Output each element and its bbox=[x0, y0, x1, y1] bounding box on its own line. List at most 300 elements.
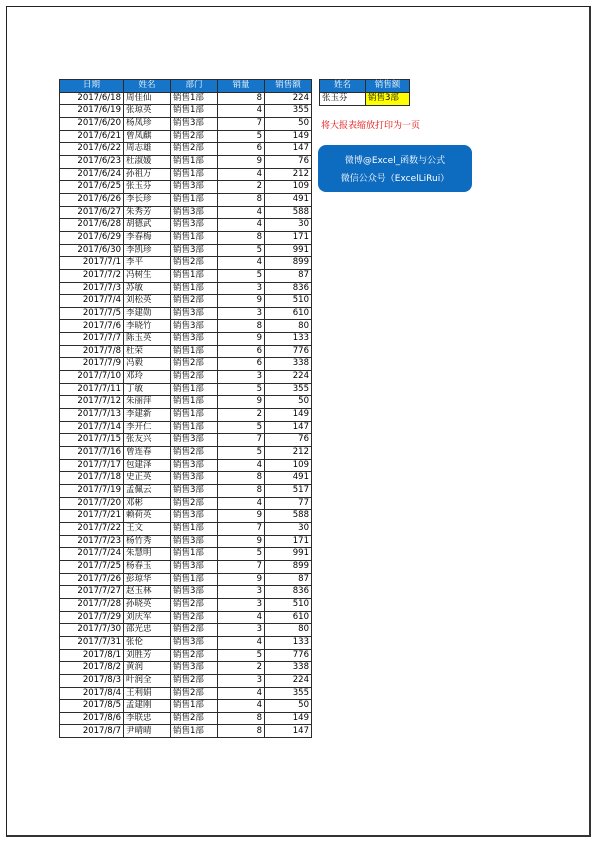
date-cell[interactable]: 2017/6/26 bbox=[60, 193, 124, 206]
dept-cell[interactable]: 销售1部 bbox=[171, 522, 218, 535]
amount-cell[interactable]: 510 bbox=[265, 598, 312, 611]
name-cell[interactable]: 李春梅 bbox=[124, 231, 171, 244]
qty-cell[interactable]: 6 bbox=[218, 345, 265, 358]
dept-cell[interactable]: 销售3部 bbox=[171, 117, 218, 130]
qty-cell[interactable]: 4 bbox=[218, 687, 265, 700]
name-cell[interactable]: 李晓竹 bbox=[124, 320, 171, 333]
qty-cell[interactable]: 9 bbox=[218, 573, 265, 586]
qty-cell[interactable]: 4 bbox=[218, 105, 265, 118]
dept-cell[interactable]: 销售3部 bbox=[171, 206, 218, 219]
qty-cell[interactable]: 8 bbox=[218, 712, 265, 725]
dept-cell[interactable]: 销售1部 bbox=[171, 92, 218, 105]
amount-cell[interactable]: 212 bbox=[265, 168, 312, 181]
date-cell[interactable]: 2017/7/16 bbox=[60, 447, 124, 460]
amount-cell[interactable]: 491 bbox=[265, 472, 312, 485]
qty-cell[interactable]: 8 bbox=[218, 231, 265, 244]
date-cell[interactable]: 2017/7/11 bbox=[60, 383, 124, 396]
dept-cell[interactable]: 销售1部 bbox=[171, 269, 218, 282]
name-cell[interactable]: 李建新 bbox=[124, 409, 171, 422]
dept-cell[interactable]: 销售3部 bbox=[171, 244, 218, 257]
name-cell[interactable]: 胡德武 bbox=[124, 219, 171, 232]
dept-cell[interactable]: 销售3部 bbox=[171, 333, 218, 346]
name-cell[interactable]: 王文 bbox=[124, 522, 171, 535]
table-row bbox=[60, 117, 312, 130]
dept-cell[interactable]: 销售3部 bbox=[171, 472, 218, 485]
date-cell[interactable]: 2017/7/20 bbox=[60, 497, 124, 510]
dept-cell[interactable]: 销售1部 bbox=[171, 168, 218, 181]
dept-cell[interactable]: 销售1部 bbox=[171, 383, 218, 396]
sales-table bbox=[59, 79, 312, 738]
amount-cell[interactable]: 355 bbox=[265, 383, 312, 396]
dept-cell[interactable]: 销售2部 bbox=[171, 674, 218, 687]
amount-cell[interactable]: 171 bbox=[265, 231, 312, 244]
date-cell[interactable]: 2017/8/7 bbox=[60, 725, 124, 738]
qty-cell[interactable]: 3 bbox=[218, 307, 265, 320]
date-cell[interactable]: 2017/6/28 bbox=[60, 219, 124, 232]
table-row bbox=[60, 231, 312, 244]
date-cell[interactable]: 2017/7/3 bbox=[60, 282, 124, 295]
name-cell[interactable]: 刘胜芳 bbox=[124, 649, 171, 662]
name-cell[interactable]: 杨竹秀 bbox=[124, 535, 171, 548]
dept-cell[interactable]: 销售3部 bbox=[171, 307, 218, 320]
name-cell[interactable]: 刘松英 bbox=[124, 295, 171, 308]
dept-cell[interactable]: 销售3部 bbox=[171, 560, 218, 573]
dept-cell[interactable]: 销售1部 bbox=[171, 700, 218, 713]
name-cell[interactable]: 邓玲 bbox=[124, 371, 171, 384]
name-cell[interactable]: 尹晴晴 bbox=[124, 725, 171, 738]
qty-cell[interactable]: 8 bbox=[218, 725, 265, 738]
table-row bbox=[60, 434, 312, 447]
date-cell[interactable]: 2017/7/8 bbox=[60, 345, 124, 358]
dept-cell[interactable]: 销售3部 bbox=[171, 219, 218, 232]
header-qty[interactable]: 销量 bbox=[218, 80, 265, 93]
dept-cell[interactable]: 销售1部 bbox=[171, 573, 218, 586]
amount-cell[interactable]: 510 bbox=[265, 295, 312, 308]
date-cell[interactable]: 2017/6/21 bbox=[60, 130, 124, 143]
name-cell[interactable]: 陈玉英 bbox=[124, 333, 171, 346]
qty-cell[interactable]: 8 bbox=[218, 485, 265, 498]
qty-cell[interactable]: 5 bbox=[218, 421, 265, 434]
name-cell[interactable]: 叶润全 bbox=[124, 674, 171, 687]
date-cell[interactable]: 2017/7/7 bbox=[60, 333, 124, 346]
header-date[interactable]: 日期 bbox=[60, 80, 124, 93]
qty-cell[interactable]: 4 bbox=[218, 497, 265, 510]
qty-cell[interactable]: 4 bbox=[218, 168, 265, 181]
dept-cell[interactable]: 销售3部 bbox=[171, 535, 218, 548]
qty-cell[interactable]: 5 bbox=[218, 649, 265, 662]
name-cell[interactable]: 赖荷英 bbox=[124, 510, 171, 523]
lookup-name-cell[interactable]: 张玉芬 bbox=[320, 93, 366, 106]
dept-cell[interactable]: 销售1部 bbox=[171, 409, 218, 422]
sales-table-body bbox=[60, 92, 312, 737]
name-cell[interactable]: 冯毅 bbox=[124, 358, 171, 371]
dept-cell[interactable]: 销售1部 bbox=[171, 155, 218, 168]
table-row bbox=[60, 383, 312, 396]
amount-cell[interactable]: 50 bbox=[265, 117, 312, 130]
date-cell[interactable]: 2017/7/23 bbox=[60, 535, 124, 548]
amount-cell[interactable]: 899 bbox=[265, 560, 312, 573]
name-cell[interactable]: 朱慧明 bbox=[124, 548, 171, 561]
lookup-header-amount[interactable]: 销售额 bbox=[366, 80, 410, 93]
header-dept[interactable]: 部门 bbox=[171, 80, 218, 93]
date-cell[interactable]: 2017/8/5 bbox=[60, 700, 124, 713]
name-cell[interactable]: 苏敏 bbox=[124, 282, 171, 295]
amount-cell[interactable]: 30 bbox=[265, 522, 312, 535]
amount-cell[interactable]: 355 bbox=[265, 105, 312, 118]
amount-cell[interactable]: 776 bbox=[265, 345, 312, 358]
amount-cell[interactable]: 899 bbox=[265, 257, 312, 270]
date-cell[interactable]: 2017/6/22 bbox=[60, 143, 124, 156]
amount-cell[interactable]: 610 bbox=[265, 611, 312, 624]
table-row bbox=[60, 535, 312, 548]
amount-cell[interactable]: 517 bbox=[265, 485, 312, 498]
dept-cell[interactable]: 销售2部 bbox=[171, 712, 218, 725]
table-row bbox=[60, 472, 312, 485]
name-cell[interactable]: 丁敏 bbox=[124, 383, 171, 396]
qty-cell[interactable]: 4 bbox=[218, 206, 265, 219]
qty-cell[interactable]: 5 bbox=[218, 244, 265, 257]
qty-cell[interactable]: 7 bbox=[218, 434, 265, 447]
qty-cell[interactable]: 9 bbox=[218, 155, 265, 168]
date-cell[interactable]: 2017/7/13 bbox=[60, 409, 124, 422]
date-cell[interactable]: 2017/7/9 bbox=[60, 358, 124, 371]
date-cell[interactable]: 2017/7/25 bbox=[60, 560, 124, 573]
amount-cell[interactable]: 87 bbox=[265, 269, 312, 282]
qty-cell[interactable]: 5 bbox=[218, 383, 265, 396]
amount-cell[interactable]: 149 bbox=[265, 130, 312, 143]
name-cell[interactable]: 邓彬 bbox=[124, 497, 171, 510]
amount-cell[interactable]: 171 bbox=[265, 535, 312, 548]
dept-cell[interactable]: 销售1部 bbox=[171, 193, 218, 206]
name-cell[interactable]: 李平 bbox=[124, 257, 171, 270]
date-cell[interactable]: 2017/7/26 bbox=[60, 573, 124, 586]
name-cell[interactable]: 赵玉林 bbox=[124, 586, 171, 599]
qty-cell[interactable]: 3 bbox=[218, 586, 265, 599]
table-row bbox=[60, 700, 312, 713]
amount-cell[interactable]: 50 bbox=[265, 700, 312, 713]
dept-cell[interactable]: 销售3部 bbox=[171, 662, 218, 675]
dept-cell[interactable]: 销售1部 bbox=[171, 725, 218, 738]
dept-cell[interactable]: 销售2部 bbox=[171, 687, 218, 700]
dept-cell[interactable]: 销售3部 bbox=[171, 434, 218, 447]
date-cell[interactable]: 2017/7/27 bbox=[60, 586, 124, 599]
table-row bbox=[60, 371, 312, 384]
table-row bbox=[60, 598, 312, 611]
qty-cell[interactable]: 8 bbox=[218, 92, 265, 105]
date-cell[interactable]: 2017/6/25 bbox=[60, 181, 124, 194]
name-cell[interactable]: 邵光忠 bbox=[124, 624, 171, 637]
date-cell[interactable]: 2017/7/12 bbox=[60, 396, 124, 409]
name-cell[interactable]: 刘庆军 bbox=[124, 611, 171, 624]
amount-cell[interactable]: 836 bbox=[265, 586, 312, 599]
dept-cell[interactable]: 销售2部 bbox=[171, 130, 218, 143]
table-row bbox=[60, 485, 312, 498]
qty-cell[interactable]: 9 bbox=[218, 510, 265, 523]
dept-cell[interactable]: 销售3部 bbox=[171, 320, 218, 333]
table-row bbox=[60, 206, 312, 219]
dept-cell[interactable]: 销售3部 bbox=[171, 181, 218, 194]
qty-cell[interactable]: 3 bbox=[218, 624, 265, 637]
name-cell[interactable]: 孟佩云 bbox=[124, 485, 171, 498]
date-cell[interactable]: 2017/7/10 bbox=[60, 371, 124, 384]
date-cell[interactable]: 2017/7/1 bbox=[60, 257, 124, 270]
dept-cell[interactable]: 销售3部 bbox=[171, 510, 218, 523]
name-cell[interactable]: 曾连春 bbox=[124, 447, 171, 460]
qty-cell[interactable]: 8 bbox=[218, 320, 265, 333]
amount-cell[interactable]: 776 bbox=[265, 649, 312, 662]
qty-cell[interactable]: 7 bbox=[218, 522, 265, 535]
dept-cell[interactable]: 销售1部 bbox=[171, 231, 218, 244]
dept-cell[interactable]: 销售1部 bbox=[171, 345, 218, 358]
qty-cell[interactable]: 5 bbox=[218, 447, 265, 460]
qty-cell[interactable]: 4 bbox=[218, 636, 265, 649]
amount-cell[interactable]: 338 bbox=[265, 662, 312, 675]
amount-cell[interactable]: 147 bbox=[265, 421, 312, 434]
table-row bbox=[60, 421, 312, 434]
amount-cell[interactable]: 224 bbox=[265, 674, 312, 687]
qty-cell[interactable]: 8 bbox=[218, 193, 265, 206]
date-cell[interactable]: 2017/7/5 bbox=[60, 307, 124, 320]
date-cell[interactable]: 2017/7/24 bbox=[60, 548, 124, 561]
qty-cell[interactable]: 3 bbox=[218, 674, 265, 687]
name-cell[interactable]: 史正英 bbox=[124, 472, 171, 485]
header-name[interactable]: 姓名 bbox=[124, 80, 171, 93]
date-cell[interactable]: 2017/7/21 bbox=[60, 510, 124, 523]
header-amount[interactable]: 销售额 bbox=[265, 80, 312, 93]
amount-cell[interactable]: 87 bbox=[265, 573, 312, 586]
qty-cell[interactable]: 4 bbox=[218, 611, 265, 624]
date-cell[interactable]: 2017/7/14 bbox=[60, 421, 124, 434]
amount-cell[interactable]: 224 bbox=[265, 92, 312, 105]
date-cell[interactable]: 2017/7/18 bbox=[60, 472, 124, 485]
name-cell[interactable]: 张琼英 bbox=[124, 105, 171, 118]
dept-cell[interactable]: 销售1部 bbox=[171, 282, 218, 295]
date-cell[interactable]: 2017/7/6 bbox=[60, 320, 124, 333]
name-cell[interactable]: 杜淑媛 bbox=[124, 155, 171, 168]
qty-cell[interactable]: 2 bbox=[218, 662, 265, 675]
qty-cell[interactable]: 9 bbox=[218, 333, 265, 346]
table-row bbox=[60, 92, 312, 105]
date-cell[interactable]: 2017/7/30 bbox=[60, 624, 124, 637]
date-cell[interactable]: 2017/6/30 bbox=[60, 244, 124, 257]
date-cell[interactable]: 2017/7/15 bbox=[60, 434, 124, 447]
name-cell[interactable]: 张玉芬 bbox=[124, 181, 171, 194]
table-row bbox=[60, 712, 312, 725]
date-cell[interactable]: 2017/7/29 bbox=[60, 611, 124, 624]
amount-cell[interactable]: 991 bbox=[265, 548, 312, 561]
table-row bbox=[60, 560, 312, 573]
name-cell[interactable]: 张伦 bbox=[124, 636, 171, 649]
amount-cell[interactable]: 491 bbox=[265, 193, 312, 206]
amount-cell[interactable]: 149 bbox=[265, 409, 312, 422]
name-cell[interactable]: 李建勋 bbox=[124, 307, 171, 320]
amount-cell[interactable]: 836 bbox=[265, 282, 312, 295]
table-row bbox=[60, 168, 312, 181]
qty-cell[interactable]: 8 bbox=[218, 472, 265, 485]
name-cell[interactable]: 李联忠 bbox=[124, 712, 171, 725]
dept-cell[interactable]: 销售2部 bbox=[171, 497, 218, 510]
qty-cell[interactable]: 5 bbox=[218, 130, 265, 143]
qty-cell[interactable]: 9 bbox=[218, 535, 265, 548]
dept-cell[interactable]: 销售2部 bbox=[171, 611, 218, 624]
name-cell[interactable]: 黄润 bbox=[124, 662, 171, 675]
qty-cell[interactable]: 6 bbox=[218, 358, 265, 371]
dept-cell[interactable]: 销售1部 bbox=[171, 548, 218, 561]
table-row bbox=[60, 611, 312, 624]
table-row bbox=[60, 282, 312, 295]
lookup-result-cell[interactable]: 销售3部 bbox=[366, 93, 410, 106]
amount-cell[interactable]: 109 bbox=[265, 181, 312, 194]
date-cell[interactable]: 2017/6/19 bbox=[60, 105, 124, 118]
name-cell[interactable]: 周佳仙 bbox=[124, 92, 171, 105]
date-cell[interactable]: 2017/7/19 bbox=[60, 485, 124, 498]
dept-cell[interactable]: 销售2部 bbox=[171, 371, 218, 384]
name-cell[interactable]: 彭琼华 bbox=[124, 573, 171, 586]
amount-cell[interactable]: 50 bbox=[265, 396, 312, 409]
date-cell[interactable]: 2017/6/23 bbox=[60, 155, 124, 168]
dept-cell[interactable]: 销售1部 bbox=[171, 105, 218, 118]
date-cell[interactable]: 2017/8/3 bbox=[60, 674, 124, 687]
amount-cell[interactable]: 588 bbox=[265, 206, 312, 219]
date-cell[interactable]: 2017/7/4 bbox=[60, 295, 124, 308]
amount-cell[interactable]: 80 bbox=[265, 624, 312, 637]
dept-cell[interactable]: 销售2部 bbox=[171, 143, 218, 156]
qty-cell[interactable]: 9 bbox=[218, 396, 265, 409]
date-cell[interactable]: 2017/7/2 bbox=[60, 269, 124, 282]
date-cell[interactable]: 2017/8/4 bbox=[60, 687, 124, 700]
qty-cell[interactable]: 7 bbox=[218, 117, 265, 130]
amount-cell[interactable]: 147 bbox=[265, 143, 312, 156]
date-cell[interactable]: 2017/7/31 bbox=[60, 636, 124, 649]
table-row bbox=[60, 636, 312, 649]
table-row bbox=[60, 662, 312, 675]
amount-cell[interactable]: 610 bbox=[265, 307, 312, 320]
amount-cell[interactable]: 588 bbox=[265, 510, 312, 523]
amount-cell[interactable]: 80 bbox=[265, 320, 312, 333]
date-cell[interactable]: 2017/7/28 bbox=[60, 598, 124, 611]
lookup-header-name[interactable]: 姓名 bbox=[320, 80, 366, 93]
amount-cell[interactable]: 109 bbox=[265, 459, 312, 472]
date-cell[interactable]: 2017/8/2 bbox=[60, 662, 124, 675]
date-cell[interactable]: 2017/6/18 bbox=[60, 92, 124, 105]
name-cell[interactable]: 杨春玉 bbox=[124, 560, 171, 573]
amount-cell[interactable]: 133 bbox=[265, 333, 312, 346]
date-cell[interactable]: 2017/6/29 bbox=[60, 231, 124, 244]
qty-cell[interactable]: 5 bbox=[218, 269, 265, 282]
name-cell[interactable]: 孙晓英 bbox=[124, 598, 171, 611]
dept-cell[interactable]: 销售2部 bbox=[171, 624, 218, 637]
date-cell[interactable]: 2017/8/1 bbox=[60, 649, 124, 662]
dept-cell[interactable]: 销售2部 bbox=[171, 447, 218, 460]
table-row bbox=[60, 130, 312, 143]
qty-cell[interactable]: 3 bbox=[218, 598, 265, 611]
table-row bbox=[60, 257, 312, 270]
qty-cell[interactable]: 4 bbox=[218, 700, 265, 713]
name-cell[interactable]: 冯树生 bbox=[124, 269, 171, 282]
name-cell[interactable]: 李凯珍 bbox=[124, 244, 171, 257]
qty-cell[interactable]: 5 bbox=[218, 548, 265, 561]
dept-cell[interactable]: 销售3部 bbox=[171, 485, 218, 498]
date-cell[interactable]: 2017/6/20 bbox=[60, 117, 124, 130]
qty-cell[interactable]: 6 bbox=[218, 143, 265, 156]
dept-cell[interactable]: 销售2部 bbox=[171, 257, 218, 270]
name-cell[interactable]: 孟建刚 bbox=[124, 700, 171, 713]
name-cell[interactable]: 李长珍 bbox=[124, 193, 171, 206]
table-row bbox=[60, 522, 312, 535]
dept-cell[interactable]: 销售3部 bbox=[171, 636, 218, 649]
name-cell[interactable]: 王利娟 bbox=[124, 687, 171, 700]
dept-cell[interactable]: 销售2部 bbox=[171, 358, 218, 371]
amount-cell[interactable]: 212 bbox=[265, 447, 312, 460]
qty-cell[interactable]: 7 bbox=[218, 560, 265, 573]
name-cell[interactable]: 杨凤珍 bbox=[124, 117, 171, 130]
table-row bbox=[60, 320, 312, 333]
qty-cell[interactable]: 3 bbox=[218, 282, 265, 295]
amount-cell[interactable]: 30 bbox=[265, 219, 312, 232]
date-cell[interactable]: 2017/6/27 bbox=[60, 206, 124, 219]
amount-cell[interactable]: 77 bbox=[265, 497, 312, 510]
name-cell[interactable]: 张友兴 bbox=[124, 434, 171, 447]
dept-cell[interactable]: 销售1部 bbox=[171, 421, 218, 434]
name-cell[interactable]: 孙祖万 bbox=[124, 168, 171, 181]
amount-cell[interactable]: 76 bbox=[265, 434, 312, 447]
dept-cell[interactable]: 销售2部 bbox=[171, 598, 218, 611]
amount-cell[interactable]: 149 bbox=[265, 712, 312, 725]
date-cell[interactable]: 2017/6/24 bbox=[60, 168, 124, 181]
badge-weibo-text: 微博@Excel_函数与公式 bbox=[344, 156, 446, 166]
table-row bbox=[60, 193, 312, 206]
date-cell[interactable]: 2017/7/22 bbox=[60, 522, 124, 535]
amount-cell[interactable]: 355 bbox=[265, 687, 312, 700]
table-row bbox=[60, 295, 312, 308]
dept-cell[interactable]: 销售1部 bbox=[171, 396, 218, 409]
qty-cell[interactable]: 3 bbox=[218, 371, 265, 384]
table-row bbox=[60, 358, 312, 371]
table-row bbox=[60, 649, 312, 662]
qty-cell[interactable]: 4 bbox=[218, 257, 265, 270]
lookup-row bbox=[320, 93, 410, 106]
table-row bbox=[60, 510, 312, 523]
dept-cell[interactable]: 销售3部 bbox=[171, 586, 218, 599]
name-cell[interactable]: 周志雄 bbox=[124, 143, 171, 156]
amount-cell[interactable]: 991 bbox=[265, 244, 312, 257]
dept-cell[interactable]: 销售2部 bbox=[171, 295, 218, 308]
date-cell[interactable]: 2017/7/17 bbox=[60, 459, 124, 472]
amount-cell[interactable]: 338 bbox=[265, 358, 312, 371]
name-cell[interactable]: 曾凤麒 bbox=[124, 130, 171, 143]
date-cell[interactable]: 2017/8/6 bbox=[60, 712, 124, 725]
print-note: 将大报表缩放打印为一页 bbox=[321, 121, 421, 131]
name-cell[interactable]: 杜荣 bbox=[124, 345, 171, 358]
name-cell[interactable]: 朱秀芳 bbox=[124, 206, 171, 219]
amount-cell[interactable]: 133 bbox=[265, 636, 312, 649]
dept-cell[interactable]: 销售3部 bbox=[171, 459, 218, 472]
name-cell[interactable]: 朱丽萍 bbox=[124, 396, 171, 409]
table-row bbox=[60, 345, 312, 358]
qty-cell[interactable]: 4 bbox=[218, 459, 265, 472]
dept-cell[interactable]: 销售2部 bbox=[171, 649, 218, 662]
name-cell[interactable]: 包建泽 bbox=[124, 459, 171, 472]
qty-cell[interactable]: 2 bbox=[218, 181, 265, 194]
name-cell[interactable]: 李开仁 bbox=[124, 421, 171, 434]
qty-cell[interactable]: 4 bbox=[218, 219, 265, 232]
amount-cell[interactable]: 76 bbox=[265, 155, 312, 168]
table-row bbox=[60, 674, 312, 687]
amount-cell[interactable]: 224 bbox=[265, 371, 312, 384]
qty-cell[interactable]: 2 bbox=[218, 409, 265, 422]
qty-cell[interactable]: 9 bbox=[218, 295, 265, 308]
amount-cell[interactable]: 147 bbox=[265, 725, 312, 738]
